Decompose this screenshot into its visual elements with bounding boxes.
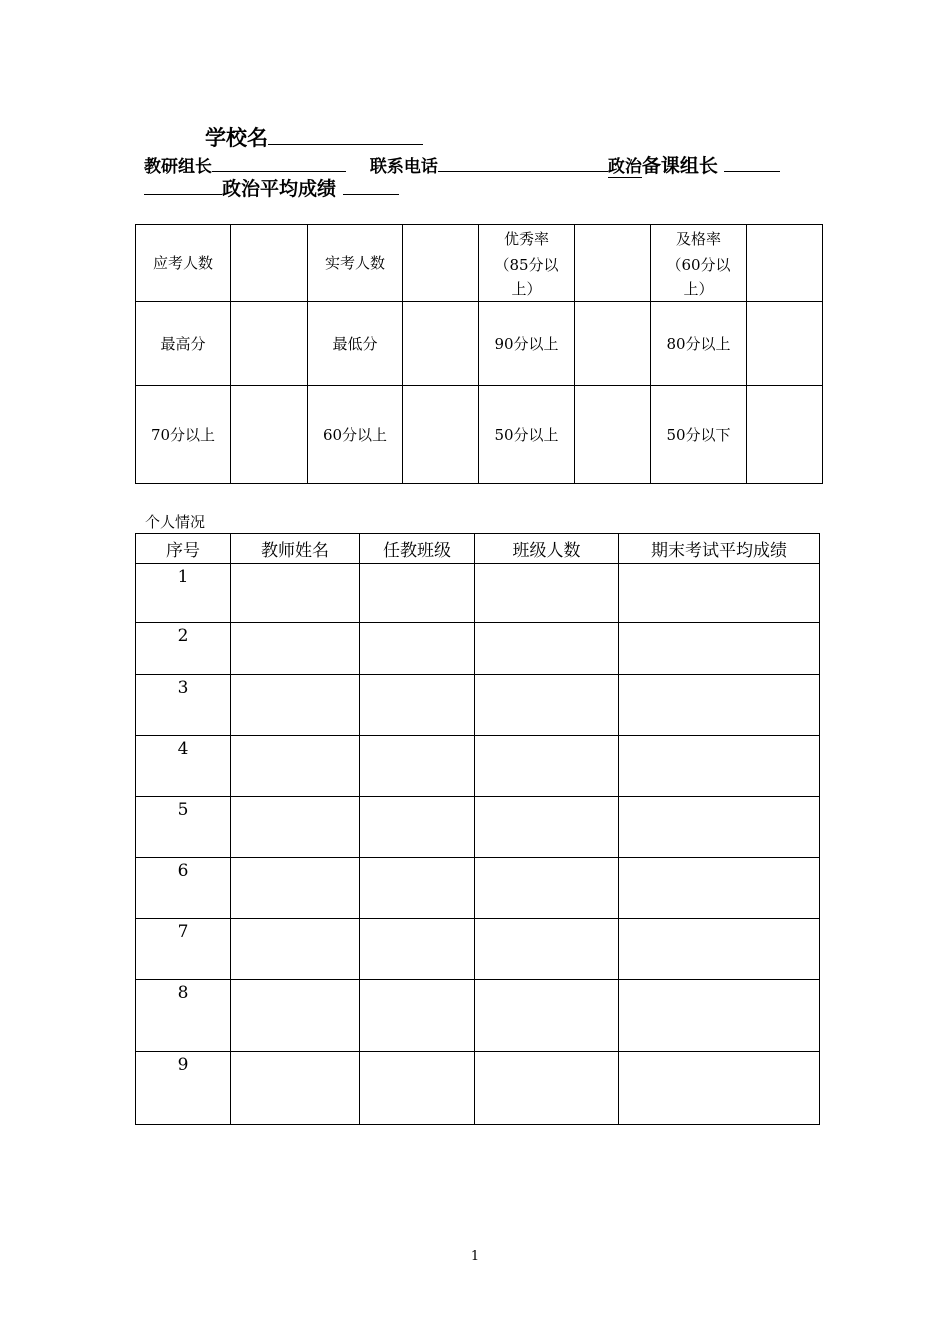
final-average-cell[interactable] [619, 623, 820, 675]
teacher-name-cell[interactable] [231, 1052, 360, 1125]
excellent-rate-note: （85分以上） [494, 256, 559, 298]
excellent-rate-value[interactable] [575, 225, 651, 302]
actual-count-value[interactable] [403, 225, 479, 302]
above-90-label: 90分以上 [479, 302, 575, 386]
above-70-label: 70分以上 [136, 386, 231, 484]
school-name-line [205, 122, 423, 152]
research-leader-blank [212, 171, 346, 172]
above-70-value[interactable] [231, 386, 308, 484]
class-size-cell[interactable] [475, 736, 619, 797]
research-leader-label: 教研组长 [144, 157, 212, 177]
class-size-cell[interactable] [475, 797, 619, 858]
above-60-value[interactable] [403, 386, 479, 484]
prep-leader-blank [724, 171, 780, 172]
final-average-cell[interactable] [619, 858, 820, 919]
row-index: 1 [136, 564, 231, 623]
row-index: 4 [136, 736, 231, 797]
pass-rate-note: （60分以上） [666, 256, 731, 298]
excellent-rate-label [479, 225, 575, 302]
pass-rate-label [651, 225, 747, 302]
table-row [136, 980, 820, 1052]
phone-blank [438, 171, 608, 172]
actual-count-label: 实考人数 [308, 225, 403, 302]
teacher-name-cell[interactable] [231, 980, 360, 1052]
class-cell[interactable] [360, 1052, 475, 1125]
min-score-value[interactable] [403, 302, 479, 386]
final-average-cell[interactable] [619, 919, 820, 980]
average-line [144, 174, 399, 201]
final-average-cell[interactable] [619, 564, 820, 623]
stats-row-3 [136, 386, 823, 484]
final-average-cell[interactable] [619, 736, 820, 797]
expected-count-value[interactable] [231, 225, 308, 302]
class-size-cell[interactable] [475, 623, 619, 675]
col-header-index: 序号 [136, 534, 231, 564]
teacher-name-cell[interactable] [231, 623, 360, 675]
row-index: 5 [136, 797, 231, 858]
teacher-name-cell[interactable] [231, 919, 360, 980]
teacher-name-cell[interactable] [231, 797, 360, 858]
individual-section-label: 个人情况 [145, 513, 206, 531]
school-name-blank [268, 144, 423, 145]
above-80-value[interactable] [747, 302, 823, 386]
prep-leader-blank-cont [144, 194, 222, 195]
col-header-teacher-name: 教师姓名 [231, 534, 360, 564]
row-index: 2 [136, 623, 231, 675]
final-average-cell[interactable] [619, 1052, 820, 1125]
row-index: 3 [136, 675, 231, 736]
subject-label-1: 政治 [607, 157, 642, 177]
above-60-label: 60分以上 [308, 386, 403, 484]
school-name-label: 学校名 [205, 125, 268, 150]
teacher-name-cell[interactable] [231, 736, 360, 797]
teacher-name-cell[interactable] [231, 675, 360, 736]
above-50-label: 50分以上 [479, 386, 575, 484]
class-cell[interactable] [360, 564, 475, 623]
prep-leader-label: 备课组长 [641, 155, 718, 177]
table-row [136, 1052, 820, 1125]
class-size-cell[interactable] [475, 675, 619, 736]
below-50-label: 50分以下 [651, 386, 747, 484]
individual-table [135, 533, 820, 1125]
teacher-name-cell[interactable] [231, 564, 360, 623]
class-cell[interactable] [360, 858, 475, 919]
expected-count-label: 应考人数 [136, 225, 231, 302]
class-size-cell[interactable] [475, 858, 619, 919]
class-size-cell[interactable] [475, 919, 619, 980]
table-row [136, 919, 820, 980]
col-header-class: 任教班级 [360, 534, 475, 564]
row-index: 6 [136, 858, 231, 919]
stats-table [135, 224, 823, 484]
individual-header-row [136, 534, 820, 564]
class-cell[interactable] [360, 919, 475, 980]
col-header-class-size: 班级人数 [475, 534, 619, 564]
final-average-cell[interactable] [619, 980, 820, 1052]
stats-row-2 [136, 302, 823, 386]
class-cell[interactable] [360, 675, 475, 736]
class-cell[interactable] [360, 736, 475, 797]
table-row [136, 797, 820, 858]
max-score-value[interactable] [231, 302, 308, 386]
max-score-label: 最高分 [136, 302, 231, 386]
above-50-value[interactable] [575, 386, 651, 484]
row-index: 7 [136, 919, 231, 980]
final-average-cell[interactable] [619, 675, 820, 736]
table-row [136, 858, 820, 919]
table-row [136, 623, 820, 675]
teacher-name-cell[interactable] [231, 858, 360, 919]
class-cell[interactable] [360, 797, 475, 858]
table-row [136, 736, 820, 797]
average-score-blank [343, 194, 399, 195]
class-cell[interactable] [360, 980, 475, 1052]
pass-rate-title: 及格率 [675, 230, 721, 248]
above-90-value[interactable] [575, 302, 651, 386]
page-number: 1 [470, 1249, 480, 1264]
class-size-cell[interactable] [475, 564, 619, 623]
col-header-final-average: 期末考试平均成绩 [619, 534, 820, 564]
above-80-label: 80分以上 [651, 302, 747, 386]
table-row [136, 564, 820, 623]
average-score-label: 平均成绩 [260, 178, 337, 200]
row-index: 9 [136, 1052, 231, 1125]
row-index: 8 [136, 980, 231, 1052]
class-size-cell[interactable] [475, 1052, 619, 1125]
subject-label-2: 政治 [222, 178, 261, 200]
below-50-value[interactable] [747, 386, 823, 484]
stats-row-1 [136, 225, 823, 302]
excellent-rate-title: 优秀率 [503, 230, 549, 248]
pass-rate-value[interactable] [747, 225, 823, 302]
table-row [136, 675, 820, 736]
class-cell[interactable] [360, 623, 475, 675]
phone-label: 联系电话 [369, 157, 438, 177]
final-average-cell[interactable] [619, 797, 820, 858]
min-score-label: 最低分 [308, 302, 403, 386]
class-size-cell[interactable] [475, 980, 619, 1052]
